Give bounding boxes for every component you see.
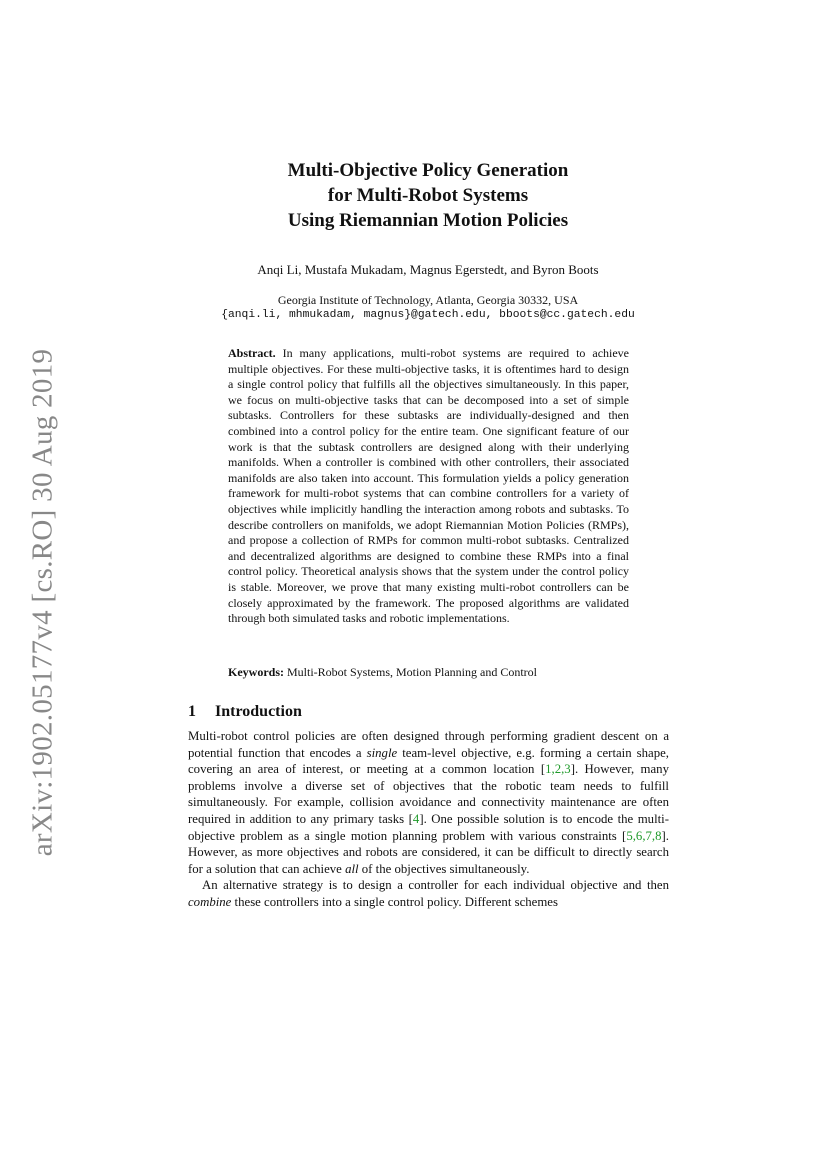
introduction-body [188, 728, 669, 911]
citation-link[interactable]: 1,2,3 [545, 762, 571, 777]
emphasis-text: all [345, 861, 359, 876]
title-line-1: Multi-Objective Policy Generation [287, 160, 569, 181]
arxiv-identifier-stamp [23, 348, 63, 857]
citation-link[interactable]: 5,6,7,8 [626, 828, 662, 843]
title-line-3: Using Riemannian Motion Policies [287, 210, 569, 231]
body-paragraph-2 [188, 877, 669, 910]
emphasis-text: single [366, 745, 398, 760]
keywords [228, 665, 629, 681]
section-number: 1 [188, 703, 196, 720]
abstract-label: Abstract. [228, 346, 276, 360]
section-title: Introduction [215, 703, 302, 720]
keywords-text: Multi-Robot Systems, Motion Planning and Control [287, 665, 538, 679]
abstract [228, 346, 629, 627]
keywords-label: Keywords: [228, 665, 284, 679]
arxiv-identifier-text: arXiv:1902.05177v4 [cs.RO] 30 Aug 2019 [26, 348, 59, 857]
section-heading-introduction [188, 702, 302, 722]
paragraph-text: ]. One possible solution is to encode the multi-objective problem as a single motion planning problem with various constraints [ [188, 811, 670, 843]
paragraph-text: of the objectives simultaneously. [358, 861, 530, 876]
title-line-2: for Multi-Robot Systems [327, 185, 529, 206]
paragraph-text: An alternative strategy is to design a controller for each individual objective and then [202, 878, 669, 893]
author-list: Anqi Li, Mustafa Mukadam, Magnus Egerstedt, and Byron Boots [257, 262, 599, 277]
paragraph-text: ]. However, many problems involve a diverse set of objectives that the robotic team needs to fulfill simultaneously. For example, collision avoidance and connectivity maintenance are often required in addition to any primary tasks [ [188, 762, 669, 826]
paragraph-text: these controllers into a single control policy. Different schemes [231, 894, 558, 909]
affiliation: Georgia Institute of Technology, Atlanta, Georgia 30332, USA [277, 293, 579, 307]
emphasis-text: combine [188, 894, 232, 909]
abstract-text: In many applications, multi-robot systems are required to achieve multiple objectives. For these multi-objective tasks, it is oftentimes hard to design a single control policy that fulfills all the objectives simultaneously. In this paper, we focus on multi-objective tasks that can be decomposed into a set of simple subtasks. Controllers for these subtasks are individually-designed and then combined into a control policy for the entire team. One significant feature of our work is that the subtask controllers are designed along with their underlying manifolds. When a controller is combined with other controllers, their associated manifolds are also taken into account. This formulation yields a policy generation framework for multi-robot systems that can combine controllers for a variety of objectives while implicitly handling the interaction among robots and subtasks. To describe controllers on manifolds, we adopt Riemannian Motion Policies (RMPs), and propose a collection of RMPs for common multi-robot subtasks. Centralized and decentralized algorithms are designed to combine these RMPs into a final control policy. Theoretical analysis shows that the system under the control policy is stable. Moreover, we prove that many existing multi-robot controllers can be closely approximated by the framework. The proposed algorithms are validated through both simulated tasks and robotic implementations. [228, 346, 629, 626]
author-emails: {anqi.li, mhmukadam, magnus}@gatech.edu, bboots@cc.gatech.edu [221, 309, 635, 321]
paragraph-text: team-level objective, e.g. forming a certain shape, covering an area of interest, or meeting at a common location [ [188, 745, 669, 777]
paragraph-text: ]. However, as more objectives and robots are considered, it can be difficult to directly search for a solution that can achieve [188, 828, 669, 876]
paper-title [188, 158, 668, 233]
citation-link[interactable]: 4 [412, 811, 420, 826]
body-paragraph-1 [188, 728, 669, 877]
paragraph-text: Multi-robot control policies are often designed through performing gradient descent on a potential function that encodes a [188, 729, 669, 760]
